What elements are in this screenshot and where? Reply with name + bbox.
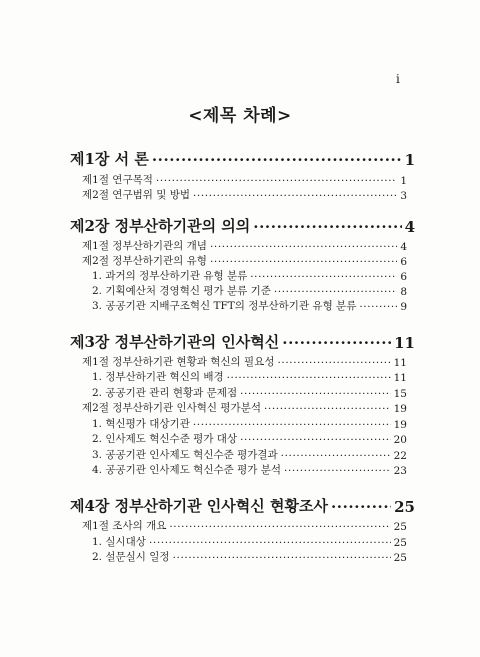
toc-entry-label: 1. 정부산하기관 혁신의 배경 — [92, 371, 224, 383]
toc-entry-page: 22 — [393, 450, 407, 462]
page-number: i — [396, 72, 400, 86]
toc-entry-label: 1. 혁신평가 대상기관 — [92, 418, 190, 430]
toc-entry-label: 제1절 연구목적 — [82, 174, 153, 186]
leader-dots — [281, 450, 391, 462]
toc-entry-page: 4 — [404, 218, 415, 236]
toc-title: <제목 차례> — [188, 106, 292, 126]
leader-dots — [193, 190, 397, 202]
toc-entry-label: 2. 설문실시 일정 — [92, 551, 170, 563]
toc-entry-label: 제2절 정부산하기관의 유형 — [82, 255, 207, 267]
toc-entry-subsection[interactable] — [92, 447, 407, 462]
toc-entry-chapter-1[interactable] — [70, 148, 415, 169]
toc-entry-label: 4. 공공기관 인사제도 혁신수준 평가 분석 — [92, 464, 281, 476]
leader-dots — [240, 434, 391, 446]
leader-dots — [282, 334, 391, 352]
toc-entry-label: 1. 과거의 정부산하기관 유형 분류 — [92, 270, 248, 282]
leader-dots — [359, 301, 397, 313]
toc-entry-label: 제2장 정부산하기관의 의의 — [70, 217, 251, 235]
toc-entry-section[interactable] — [82, 518, 407, 533]
toc-entry-page: 19 — [393, 419, 407, 431]
toc-entry-subsection[interactable] — [92, 549, 407, 564]
toc-entry-label: 2. 공공기관 관리 현황과 문제점 — [92, 387, 238, 399]
toc-entry-label: 제1장 서 론 — [70, 150, 149, 168]
toc-entry-page: 6 — [400, 271, 407, 283]
toc-entry-page: 15 — [393, 388, 407, 400]
toc-entry-page: 4 — [400, 241, 407, 253]
leader-dots — [264, 403, 391, 415]
toc-entry-page: 8 — [400, 286, 407, 298]
toc-entry-section[interactable] — [82, 253, 407, 268]
toc-entry-subsection[interactable] — [92, 283, 407, 298]
toc-entry-chapter-4[interactable] — [70, 495, 415, 516]
toc-entry-label: 1. 실시대상 — [92, 536, 146, 548]
toc-entry-label: 3. 공공기관 지배구조혁신 TFT의 정부산하기관 유형 분류 — [92, 300, 357, 312]
toc-entry-chapter-3[interactable] — [70, 331, 415, 352]
toc-entry-page: 11 — [393, 357, 407, 369]
toc-entry-subsection[interactable] — [92, 369, 407, 384]
leader-dots — [331, 498, 391, 516]
toc-entry-page: 23 — [393, 465, 407, 477]
leader-dots — [274, 286, 397, 298]
leader-dots — [227, 372, 391, 384]
toc-entry-label: 제1절 정부산하기관 현황과 혁신의 필요성 — [82, 356, 275, 368]
toc-entry-page: 25 — [393, 537, 407, 549]
leader-dots — [284, 465, 391, 477]
toc-entry-chapter-2[interactable] — [70, 215, 415, 236]
leader-dots — [169, 521, 390, 533]
leader-dots — [152, 151, 402, 169]
toc-entry-label: 제2절 연구범위 및 방법 — [82, 189, 190, 201]
toc-entry-page: 6 — [400, 256, 407, 268]
toc-entry-subsection[interactable] — [92, 462, 407, 477]
toc-entry-label: 제2절 정부산하기관 인사혁신 평가분석 — [82, 402, 261, 414]
leader-dots — [193, 419, 391, 431]
toc-entry-section[interactable] — [82, 187, 407, 202]
leader-dots — [210, 256, 397, 268]
toc-entry-page: 20 — [393, 434, 407, 446]
toc-entry-section[interactable] — [82, 400, 407, 415]
toc-entry-subsection[interactable] — [92, 298, 407, 313]
toc-entry-label: 제4장 정부산하기관 인사혁신 현황조사 — [70, 497, 328, 515]
toc-entry-page: 25 — [394, 498, 415, 516]
toc-entry-page: 25 — [393, 552, 407, 564]
toc-entry-subsection[interactable] — [92, 416, 407, 431]
leader-dots — [277, 357, 390, 369]
toc-entry-page: 1 — [404, 151, 415, 169]
toc-entry-section[interactable] — [82, 238, 407, 253]
leader-dots — [173, 552, 391, 564]
leader-dots — [240, 388, 391, 400]
toc-entry-page: 11 — [393, 372, 407, 384]
toc-entry-label: 제1절 조사의 개요 — [82, 520, 167, 532]
toc-entry-subsection[interactable] — [92, 431, 407, 446]
toc-entry-section[interactable] — [82, 354, 407, 369]
toc-entry-subsection[interactable] — [92, 268, 407, 283]
toc-entry-page: 25 — [393, 521, 407, 533]
toc-entry-page: 9 — [400, 301, 407, 313]
toc-entry-page: 1 — [400, 175, 407, 187]
leader-dots — [210, 241, 397, 253]
leader-dots — [156, 175, 397, 187]
toc-entry-page: 11 — [394, 334, 415, 352]
toc-entry-label: 제1절 정부산하기관의 개념 — [82, 240, 207, 252]
toc-entry-subsection[interactable] — [92, 385, 407, 400]
leader-dots — [250, 271, 397, 283]
toc-entry-subsection[interactable] — [92, 534, 407, 549]
toc-entry-label: 3. 공공기관 인사제도 혁신수준 평가결과 — [92, 449, 278, 461]
toc-entry-label: 제3장 정부산하기관의 인사혁신 — [70, 333, 280, 351]
leader-dots — [149, 537, 391, 549]
leader-dots — [253, 218, 401, 236]
toc-entry-label: 2. 기획예산처 경영혁신 평가 분류 기준 — [92, 285, 271, 297]
toc-entry-label: 2. 인사제도 혁신수준 평가 대상 — [92, 433, 238, 445]
toc-entry-section[interactable] — [82, 172, 407, 187]
toc-entry-page: 19 — [393, 403, 407, 415]
toc-entry-page: 3 — [400, 190, 407, 202]
